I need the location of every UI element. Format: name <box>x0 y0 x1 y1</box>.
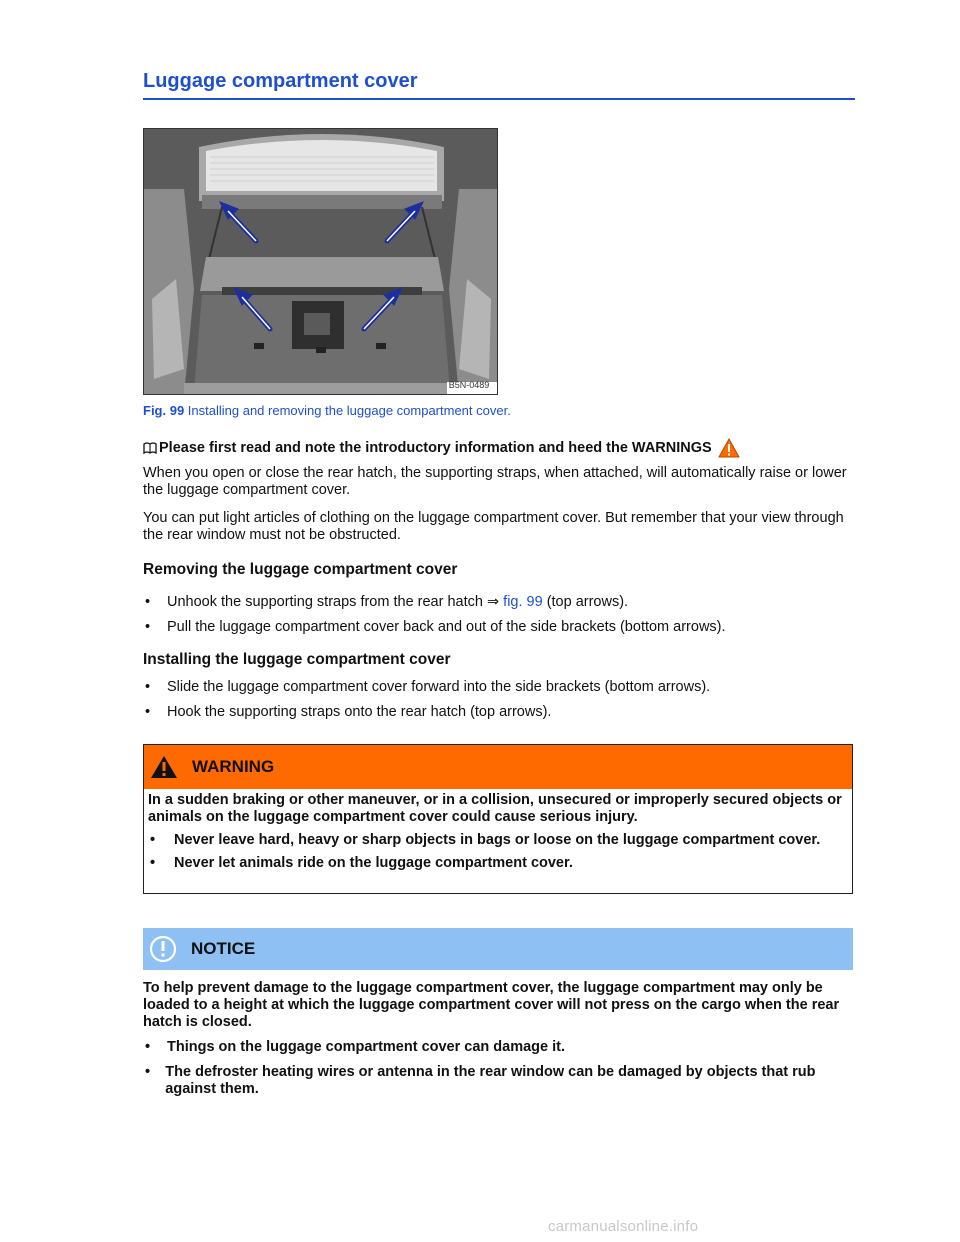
warning-triangle-icon[interactable] <box>718 438 740 458</box>
list-item <box>143 594 855 610</box>
bullet-dot: • <box>145 1039 151 1055</box>
warning-item-2: Never let animals ride on the luggage compartment cover. <box>174 855 573 871</box>
bullet-dot: • <box>145 679 151 695</box>
book-icon <box>143 442 157 454</box>
bullet-dot: • <box>150 855 156 871</box>
intro-note <box>143 438 855 458</box>
exclamation-circle-icon <box>149 935 177 963</box>
notice-item-1: Things on the luggage compartment cover can damage it. <box>167 1039 566 1055</box>
remove-step-1-suffix: (top arrows). <box>542 594 629 610</box>
list-item <box>143 1064 855 1098</box>
bullet-dot: • <box>145 704 151 720</box>
list-item <box>143 704 855 720</box>
notice-header <box>143 928 853 970</box>
warning-box <box>143 744 853 894</box>
bullet-dot: • <box>145 594 151 610</box>
paragraph-hatch-straps: When you open or close the rear hatch, the supporting straps, when attached, will automatically raise or lower the luggage compartment cover. <box>143 465 847 498</box>
fig-99-link[interactable]: fig. 99 <box>503 594 543 610</box>
list-item <box>148 855 846 872</box>
figure-code: B5N-0489 <box>448 380 490 390</box>
page-title: Luggage compartment cover <box>143 70 855 100</box>
figure-luggage-cover <box>143 128 498 395</box>
bullet-dot: • <box>145 1064 151 1080</box>
notice-text: To help prevent damage to the luggage compartment cover, the luggage compartment may only be loaded to a height at which the luggage compartment cover will not press on the cargo when the rear hatch is closed. <box>143 980 840 1030</box>
install-step-2-text: Hook the supporting straps onto the rear hatch (top arrows). <box>167 704 552 720</box>
car-trunk-illustration <box>144 129 498 395</box>
warning-icon <box>150 755 178 779</box>
warning-text: In a sudden braking or other maneuver, or in a collision, unsecured or improperly secured objects or animals on the luggage compartment cover could cause serious injury. <box>148 792 842 825</box>
heading-removing: Removing the luggage compartment cover <box>143 561 458 578</box>
notice-item-2: The defroster heating wires or antenna in the rear window can be damaged by objects that rub against them. <box>165 1064 816 1097</box>
warning-item-1: Never leave hard, heavy or sharp objects in bags or loose on the luggage compartment cover. <box>174 832 821 848</box>
watermark: carmanualsonline.info <box>548 1218 699 1235</box>
intro-text: Please first read and note the introductory information and heed the WARNINGS <box>159 439 712 456</box>
list-item <box>148 832 846 849</box>
install-step-1-text: Slide the luggage compartment cover forward into the side brackets (bottom arrows). <box>167 679 711 695</box>
heading-installing: Installing the luggage compartment cover <box>143 651 451 668</box>
bullet-dot: • <box>150 832 156 848</box>
list-item <box>143 679 855 695</box>
list-item <box>143 619 855 635</box>
notice-label: NOTICE <box>191 939 256 958</box>
figure-caption <box>143 403 511 418</box>
paragraph-clothing: You can put light articles of clothing on the luggage compartment cover. But remember that your view through the rear window must not be obstructed. <box>143 510 844 543</box>
remove-step-2-text: Pull the luggage compartment cover back and out of the side brackets (bottom arrows). <box>167 619 726 635</box>
bullet-dot: • <box>145 619 151 635</box>
list-item <box>143 1039 855 1056</box>
notice-body <box>143 980 855 1106</box>
warning-header <box>144 745 852 789</box>
figure-caption-text: Installing and removing the luggage compartment cover. <box>184 403 511 418</box>
remove-step-1-text: Unhook the supporting straps from the rear hatch ⇒ <box>167 594 500 610</box>
warning-label: WARNING <box>192 757 275 776</box>
figure-caption-label: Fig. 99 <box>143 403 185 418</box>
